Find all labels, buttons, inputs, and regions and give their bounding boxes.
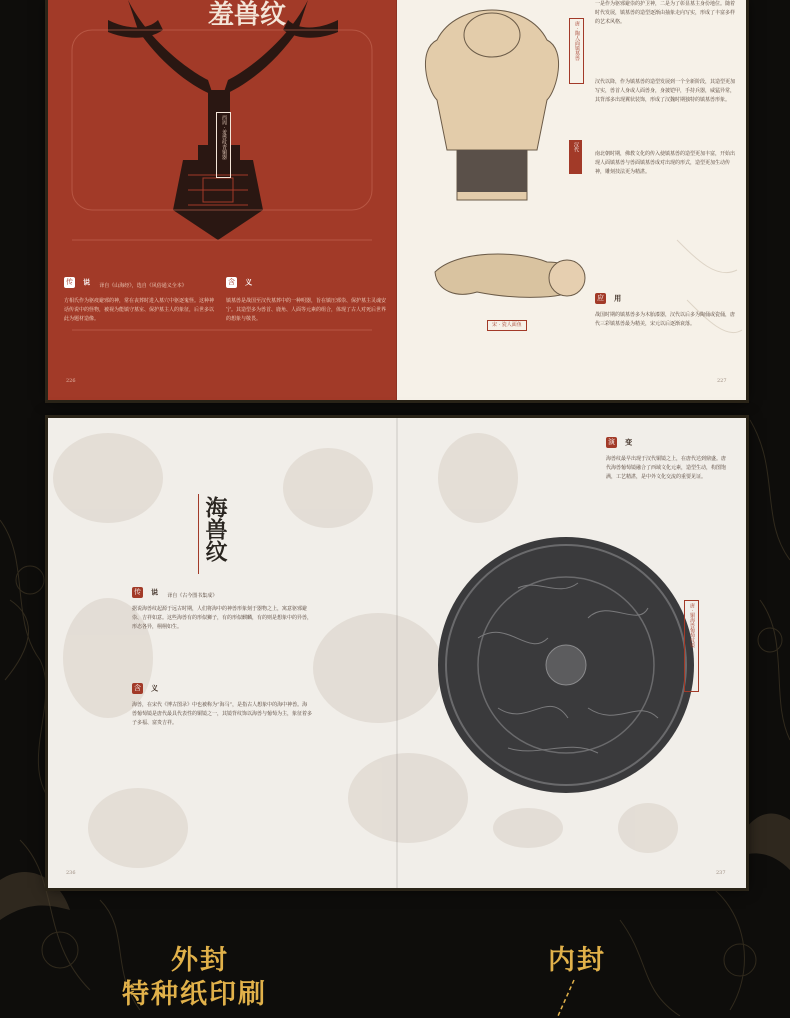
right-page-cream bbox=[397, 0, 746, 400]
page-number-left: 226 bbox=[66, 378, 76, 384]
caption-fish: 宋 · 瓷人面鱼 bbox=[487, 320, 527, 331]
bottom-book-spread bbox=[48, 418, 746, 888]
sea-meaning-body: 海兽，在宋代《博古图录》中也被称为“海马”，是指古人想象中的海中神兽。海兽葡萄镜是唐代最具代表性的铜镜之一，其镜背纹饰以海兽与葡萄为主，象征着多子多福、富贵吉祥。 bbox=[132, 702, 312, 726]
legend-tag: 传 bbox=[66, 278, 73, 286]
legend-title: 说 bbox=[83, 277, 91, 287]
left-page-red bbox=[48, 0, 397, 400]
legend-body: 方相氏作为驱疫避邪的神，常在丧葬时进入墓穴中驱逐鬼怪。这种神话传说中的怪物，被视为能镇守墓室、保护墓主人的象征，后世多以此为题材造像。 bbox=[64, 298, 214, 322]
vertical-caption-mirror: 唐 · 铜海兽葡萄纹镜 bbox=[684, 600, 699, 692]
meaning-title: 义 bbox=[245, 277, 253, 287]
legend-subtitle: 译自《山海经》，选自《风俗通义全本》 bbox=[99, 283, 187, 289]
history-text bbox=[595, 78, 735, 148]
page-number-bottom-left: 236 bbox=[66, 870, 76, 876]
sea-change-section bbox=[606, 432, 726, 582]
outer-cover-subtitle: 特种纸印刷 bbox=[122, 979, 267, 1010]
top-book-spread bbox=[48, 0, 746, 400]
meaning-tag: 含 bbox=[228, 278, 235, 286]
meaning-body: 镇墓兽是战国至汉代墓葬中的一种明器，旨在镇压邪祟、保护墓主灵魂安宁。其造型多为兽首、鹿角、人面等元素的组合，体现了古人对死后世界的想象与敬畏。 bbox=[226, 298, 386, 322]
meaning-section bbox=[226, 272, 386, 382]
page-number-bottom-right: 237 bbox=[716, 870, 726, 876]
vertical-caption-era: 汉代 bbox=[569, 140, 582, 174]
era-body: 南北朝时期，佛教文化的传入使镇墓兽的造型更加丰富，开始出现人面镇墓兽与兽面镇墓兽成对出现的形式，造型更加生动传神，雕刻技法更为精湛。 bbox=[595, 151, 735, 175]
sea-legend-subtitle: 译自《古今图书集成》 bbox=[167, 593, 218, 599]
intro-text bbox=[595, 0, 735, 80]
history-body: 汉代以降，作为镇墓兽的造型发展到一个全新阶段，其造型更加写实，兽首人身或人面兽身，身披铠甲，手持兵器，威猛异常，其背部多出现翼状装饰，形成了汉魏时期独特的镇墓兽形象。 bbox=[595, 79, 735, 103]
sea-legend-section bbox=[132, 582, 312, 678]
section-title: 海兽纹 bbox=[202, 496, 228, 562]
usage-section bbox=[595, 288, 735, 358]
vertical-note: 西周 · 羞兽纹青铜器 bbox=[216, 112, 231, 178]
sea-change-tag: 演 bbox=[608, 438, 615, 446]
sea-change-body: 海兽纹最早出现于汉代铜镜之上，在唐代达到鼎盛。唐代海兽葡萄镜融合了西域文化元素，造型生动，构图饱满，工艺精湛，是中外文化交流的重要见证。 bbox=[606, 456, 726, 480]
sea-meaning-title: 义 bbox=[151, 683, 159, 693]
intro-body: 一是作为驱邪避祟的护卫神，二是为了彰显墓主身份地位。随着时代发展，镇墓兽的造型逐渐由抽象走向写实，形成了丰富多样的艺术风格。 bbox=[595, 1, 735, 25]
outer-cover-title: 外封 bbox=[171, 945, 229, 976]
sea-change-title: 变 bbox=[625, 437, 633, 447]
vertical-caption-guardian: 唐 · 陶人面镇墓兽 bbox=[569, 18, 584, 84]
page-number-right: 227 bbox=[717, 378, 727, 384]
inner-cover-title: 内封 bbox=[548, 945, 606, 976]
usage-tag: 应 bbox=[597, 294, 604, 302]
era-text bbox=[595, 150, 735, 230]
sea-legend-body: 据说海兽纹起源于远古时期，人们将海中的神兽形象刻于器物之上，寓意驱邪避祟、吉祥如意。这些海兽有的形似狮子，有的形似麒麟，有的则是想象中的异兽，形态各异，栩栩如生。 bbox=[132, 606, 312, 630]
sea-meaning-tag: 含 bbox=[134, 684, 141, 692]
sea-legend-tag: 传 bbox=[134, 588, 141, 596]
page-title-partial: 羞兽纹 bbox=[208, 0, 287, 30]
sea-legend-title: 说 bbox=[151, 587, 159, 597]
usage-body: 战国时期的镇墓兽多为木胎漆器，汉代以后多为陶俑或瓷俑，唐代三彩镇墓兽最为精美，宋元以后逐渐衰落。 bbox=[595, 312, 735, 327]
sea-meaning-section bbox=[132, 678, 312, 808]
usage-title: 用 bbox=[614, 293, 622, 303]
inner-cover-pointer-line bbox=[550, 978, 580, 1018]
legend-section bbox=[64, 272, 214, 382]
